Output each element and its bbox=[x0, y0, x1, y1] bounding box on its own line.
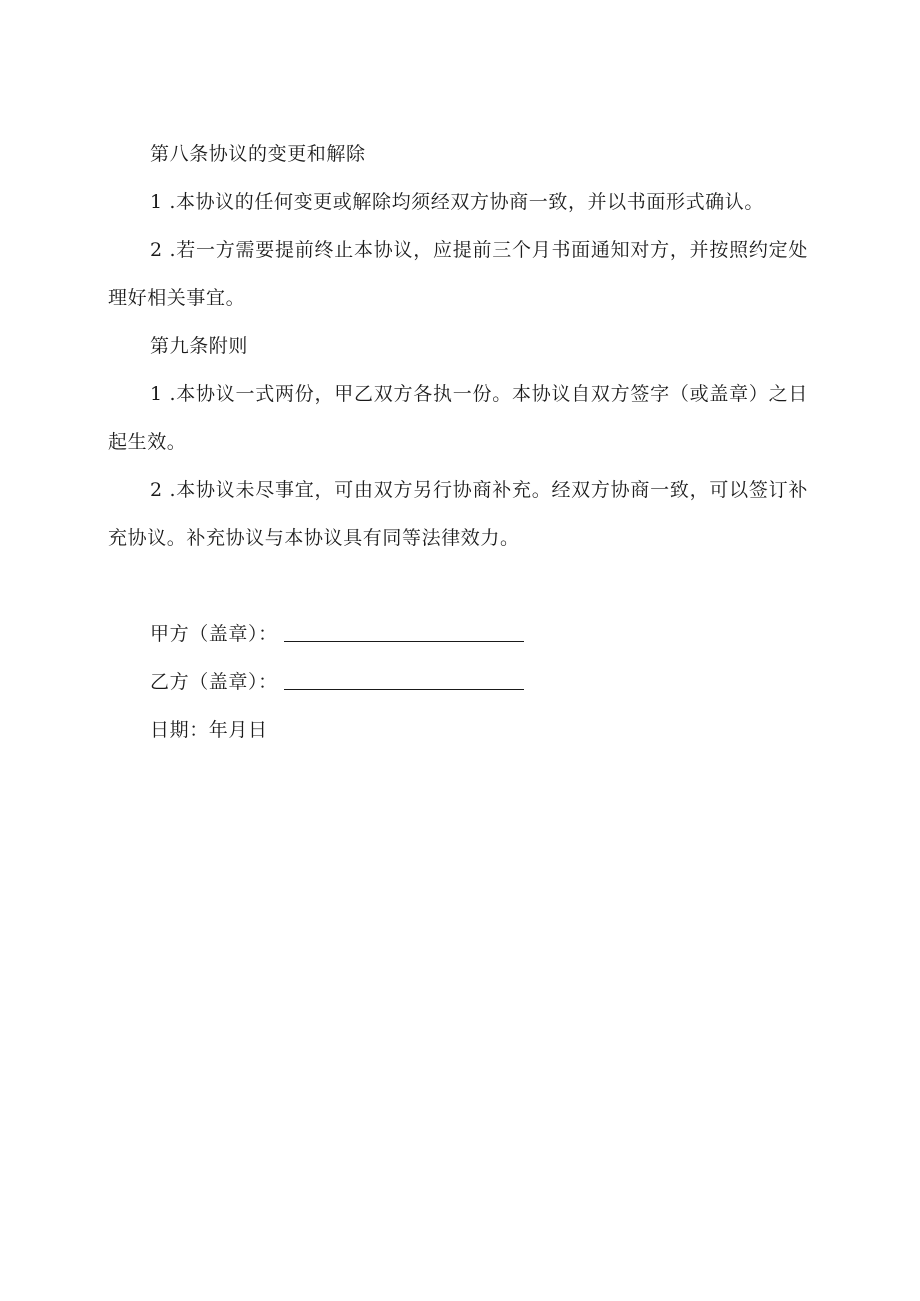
article-9-heading: 第九条附则 bbox=[150, 335, 249, 357]
signature-spacer bbox=[108, 562, 808, 610]
document-body bbox=[108, 130, 808, 754]
party-b-signature-line[interactable] bbox=[284, 675, 524, 690]
article-9-clause-1: 1 .本协议一式两份，甲乙双方各执一份。本协议自双方签字（或盖章）之日起生效。 bbox=[108, 383, 808, 453]
party-a-signature-line[interactable] bbox=[284, 627, 524, 642]
article-8-clause-2: 2 .若一方需要提前终止本协议，应提前三个月书面通知对方，并按照约定处理好相关事宜。 bbox=[108, 239, 808, 309]
party-a-label: 甲方（盖章）： bbox=[150, 623, 278, 645]
party-b-label: 乙方（盖章）： bbox=[150, 671, 278, 693]
date-row bbox=[108, 706, 808, 754]
article-8-clause-1: 1 .本协议的任何变更或解除均须经双方协商一致，并以书面形式确认。 bbox=[150, 191, 764, 213]
party-a-signature-row bbox=[108, 610, 808, 658]
party-b-signature-row bbox=[108, 658, 808, 706]
article-8-heading: 第八条协议的变更和解除 bbox=[150, 143, 366, 165]
date-label: 日期：年月日 bbox=[150, 719, 268, 741]
article-9-clause-2: 2 .本协议未尽事宜，可由双方另行协商补充。经双方协商一致，可以签订补充协议。补充协议与本协议具有同等法律效力。 bbox=[108, 479, 808, 549]
